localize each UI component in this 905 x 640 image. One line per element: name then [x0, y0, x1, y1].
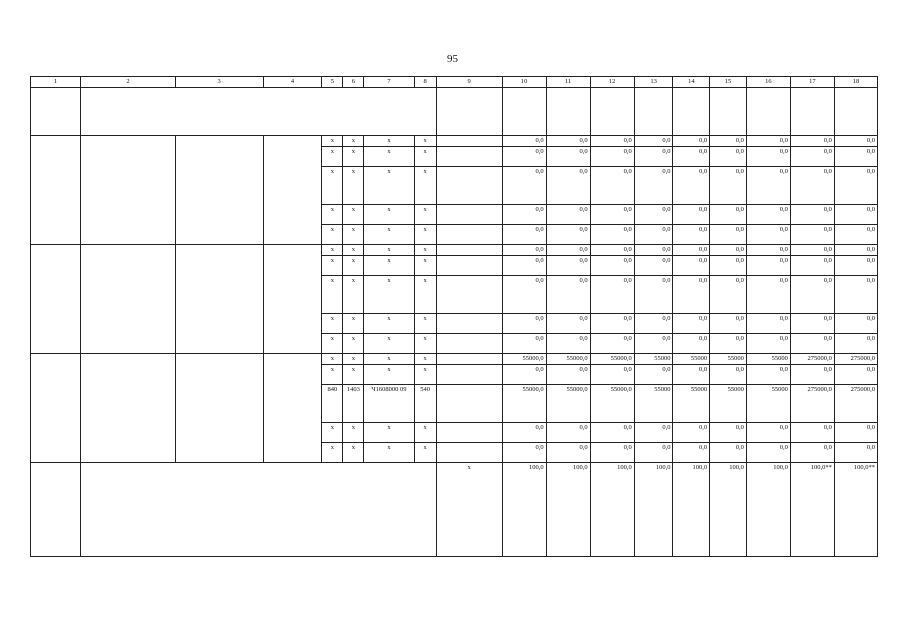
grbs-code: x	[322, 245, 343, 256]
value-cell: 0,0	[590, 205, 634, 225]
funding-source	[436, 354, 502, 365]
empty-cell	[436, 88, 502, 136]
funding-source	[436, 167, 502, 205]
value-cell: 0,0	[710, 245, 747, 256]
table-row	[31, 136, 878, 147]
value-cell: 0,0	[546, 334, 590, 354]
measure-title	[81, 136, 175, 245]
expense-code: x	[414, 334, 436, 354]
value-cell: 0,0	[834, 136, 877, 147]
measure-executor	[263, 245, 322, 354]
funding-source	[436, 276, 502, 314]
value-cell: 0,0	[590, 365, 634, 385]
section-code: 1403	[343, 385, 364, 423]
value-cell: 0,0	[590, 443, 634, 463]
column-number: 2	[81, 77, 175, 88]
value-cell: 0,0	[590, 136, 634, 147]
section-code: x	[343, 314, 364, 334]
column-number: 14	[673, 77, 710, 88]
value-cell: 0,0	[634, 443, 673, 463]
value-cell: 0,0	[834, 256, 877, 276]
target-code: x	[364, 443, 414, 463]
empty-cell	[746, 88, 790, 136]
value-cell: 0,0	[634, 205, 673, 225]
value-cell: 0,0	[502, 225, 546, 245]
value-cell: 0,0	[790, 205, 834, 225]
value-cell: 0,0	[590, 167, 634, 205]
value-cell: 0,0	[673, 334, 710, 354]
value-cell: 0,0	[634, 147, 673, 167]
value-cell: 0,0	[673, 276, 710, 314]
value-cell: 0,0	[546, 443, 590, 463]
value-cell: 0,0	[746, 276, 790, 314]
section-code: x	[343, 423, 364, 443]
value-cell: 0,0	[673, 147, 710, 167]
value-cell: 0,0	[834, 314, 877, 334]
value-cell: 0,0	[634, 167, 673, 205]
indicator-description	[81, 88, 436, 136]
measure-label	[31, 245, 81, 354]
indicator-value: 100,0**	[790, 463, 834, 557]
funding-source	[436, 256, 502, 276]
indicator-row	[31, 88, 878, 136]
value-cell: 0,0	[546, 314, 590, 334]
indicator-description	[81, 463, 436, 557]
value-cell: 0,0	[502, 205, 546, 225]
section-code: x	[343, 245, 364, 256]
section-code: x	[343, 443, 364, 463]
value-cell: 0,0	[834, 365, 877, 385]
column-number: 3	[175, 77, 263, 88]
target-code: x	[364, 334, 414, 354]
value-cell: 0,0	[710, 167, 747, 205]
funding-source	[436, 443, 502, 463]
section-code: x	[343, 365, 364, 385]
measure-participant	[175, 354, 263, 463]
value-cell: 0,0	[502, 334, 546, 354]
value-cell: 0,0	[546, 365, 590, 385]
value-cell: 0,0	[790, 276, 834, 314]
value-cell: 0,0	[746, 365, 790, 385]
grbs-code: x	[322, 276, 343, 314]
value-cell: 0,0	[673, 365, 710, 385]
value-cell: 0,0	[710, 225, 747, 245]
value-cell: 0,0	[746, 314, 790, 334]
value-cell: 0,0	[590, 276, 634, 314]
grbs-code: x	[322, 354, 343, 365]
target-code: x	[364, 225, 414, 245]
value-cell: 0,0	[710, 256, 747, 276]
indicator-value: 100,0	[634, 463, 673, 557]
value-cell: 0,0	[634, 225, 673, 245]
indicator-value: 100,0**	[834, 463, 877, 557]
target-code: Ч1608000 09	[364, 385, 414, 423]
funding-source	[436, 225, 502, 245]
value-cell: 55000,0	[502, 354, 546, 365]
value-cell: 0,0	[590, 423, 634, 443]
value-cell: 275000,0	[834, 354, 877, 365]
expense-code: x	[414, 276, 436, 314]
measure-participant	[175, 245, 263, 354]
column-number: 9	[436, 77, 502, 88]
expense-code: x	[414, 245, 436, 256]
value-cell: 0,0	[634, 136, 673, 147]
value-cell: 55000,0	[546, 385, 590, 423]
indicator-row	[31, 463, 878, 557]
target-code: x	[364, 423, 414, 443]
value-cell: 0,0	[673, 225, 710, 245]
section-code: x	[343, 225, 364, 245]
value-cell: 55000	[634, 385, 673, 423]
value-cell: 0,0	[710, 314, 747, 334]
value-cell: 0,0	[502, 136, 546, 147]
value-cell: 0,0	[546, 136, 590, 147]
value-cell: 0,0	[546, 225, 590, 245]
value-cell: 0,0	[502, 147, 546, 167]
indicator-value: 100,0	[590, 463, 634, 557]
value-cell: 0,0	[710, 423, 747, 443]
target-code: x	[364, 147, 414, 167]
value-cell: 0,0	[834, 334, 877, 354]
indicator-label	[31, 463, 81, 557]
section-code: x	[343, 167, 364, 205]
value-cell: 0,0	[790, 136, 834, 147]
value-cell: 0,0	[790, 225, 834, 245]
target-code: x	[364, 205, 414, 225]
column-number: 11	[546, 77, 590, 88]
target-code: x	[364, 167, 414, 205]
column-number: 10	[502, 77, 546, 88]
column-number: 4	[263, 77, 322, 88]
value-cell: 0,0	[673, 205, 710, 225]
target-code: x	[364, 136, 414, 147]
grbs-code: x	[322, 136, 343, 147]
expense-code: x	[414, 314, 436, 334]
empty-cell	[634, 88, 673, 136]
value-cell: 0,0	[502, 365, 546, 385]
empty-cell	[673, 88, 710, 136]
value-cell: 0,0	[790, 256, 834, 276]
indicator-unit: x	[436, 463, 502, 557]
value-cell: 0,0	[590, 334, 634, 354]
value-cell: 0,0	[746, 256, 790, 276]
value-cell: 0,0	[746, 423, 790, 443]
value-cell: 0,0	[790, 443, 834, 463]
value-cell: 0,0	[746, 167, 790, 205]
value-cell: 0,0	[834, 205, 877, 225]
value-cell: 55000,0	[590, 354, 634, 365]
empty-cell	[710, 88, 747, 136]
value-cell: 0,0	[673, 136, 710, 147]
value-cell: 55000	[710, 354, 747, 365]
expense-code: 540	[414, 385, 436, 423]
value-cell: 0,0	[502, 167, 546, 205]
page-number: 95	[447, 53, 458, 65]
value-cell: 55000	[673, 354, 710, 365]
column-number: 17	[790, 77, 834, 88]
indicator-label	[31, 88, 81, 136]
grbs-code: x	[322, 225, 343, 245]
value-cell: 0,0	[790, 167, 834, 205]
value-cell: 0,0	[746, 136, 790, 147]
value-cell: 0,0	[790, 147, 834, 167]
value-cell: 0,0	[790, 314, 834, 334]
empty-cell	[546, 88, 590, 136]
column-number: 12	[590, 77, 634, 88]
grbs-code: x	[322, 147, 343, 167]
value-cell: 0,0	[710, 365, 747, 385]
value-cell: 55000	[746, 385, 790, 423]
column-number: 13	[634, 77, 673, 88]
grbs-code: x	[322, 314, 343, 334]
value-cell: 275000,0	[790, 354, 834, 365]
value-cell: 0,0	[834, 225, 877, 245]
measure-label	[31, 136, 81, 245]
indicator-value: 100,0	[546, 463, 590, 557]
value-cell: 0,0	[590, 147, 634, 167]
value-cell: 0,0	[746, 147, 790, 167]
value-cell: 0,0	[834, 147, 877, 167]
value-cell: 0,0	[790, 423, 834, 443]
measure-label	[31, 354, 81, 463]
funding-source	[436, 365, 502, 385]
expense-code: x	[414, 365, 436, 385]
measure-executor	[263, 354, 322, 463]
value-cell: 0,0	[673, 256, 710, 276]
indicator-value: 100,0	[746, 463, 790, 557]
value-cell: 0,0	[546, 205, 590, 225]
value-cell: 0,0	[790, 365, 834, 385]
value-cell: 0,0	[546, 147, 590, 167]
value-cell: 55000	[673, 385, 710, 423]
indicator-value: 100,0	[502, 463, 546, 557]
funding-source	[436, 385, 502, 423]
table-row	[31, 245, 878, 256]
expense-code: x	[414, 147, 436, 167]
value-cell: 0,0	[502, 256, 546, 276]
grbs-code: x	[322, 334, 343, 354]
grbs-code: x	[322, 443, 343, 463]
value-cell: 0,0	[590, 314, 634, 334]
section-code: x	[343, 276, 364, 314]
section-code: x	[343, 147, 364, 167]
value-cell: 0,0	[710, 205, 747, 225]
value-cell: 0,0	[746, 443, 790, 463]
target-code: x	[364, 276, 414, 314]
value-cell: 0,0	[590, 225, 634, 245]
value-cell: 0,0	[590, 245, 634, 256]
grbs-code: x	[322, 423, 343, 443]
target-code: x	[364, 365, 414, 385]
value-cell: 55000	[746, 354, 790, 365]
grbs-code: x	[322, 256, 343, 276]
expense-code: x	[414, 354, 436, 365]
measure-participant	[175, 136, 263, 245]
column-number: 1	[31, 77, 81, 88]
value-cell: 55000,0	[546, 354, 590, 365]
value-cell: 55000	[710, 385, 747, 423]
funding-source	[436, 334, 502, 354]
value-cell: 0,0	[634, 314, 673, 334]
value-cell: 0,0	[673, 423, 710, 443]
column-number: 16	[746, 77, 790, 88]
value-cell: 0,0	[710, 334, 747, 354]
column-number: 5	[322, 77, 343, 88]
value-cell: 0,0	[634, 365, 673, 385]
target-code: x	[364, 245, 414, 256]
value-cell: 0,0	[710, 136, 747, 147]
measure-executor	[263, 136, 322, 245]
value-cell: 0,0	[710, 147, 747, 167]
value-cell: 0,0	[502, 423, 546, 443]
grbs-code: x	[322, 365, 343, 385]
value-cell: 0,0	[590, 256, 634, 276]
value-cell: 0,0	[546, 276, 590, 314]
value-cell: 0,0	[634, 276, 673, 314]
value-cell: 0,0	[746, 205, 790, 225]
expense-code: x	[414, 423, 436, 443]
value-cell: 0,0	[634, 245, 673, 256]
value-cell: 0,0	[834, 443, 877, 463]
column-number: 8	[414, 77, 436, 88]
value-cell: 0,0	[502, 314, 546, 334]
target-code: x	[364, 256, 414, 276]
value-cell: 0,0	[546, 256, 590, 276]
value-cell: 0,0	[634, 334, 673, 354]
column-number: 15	[710, 77, 747, 88]
empty-cell	[590, 88, 634, 136]
value-cell: 55000,0	[590, 385, 634, 423]
funding-source	[436, 136, 502, 147]
value-cell: 0,0	[746, 225, 790, 245]
empty-cell	[790, 88, 834, 136]
column-number: 18	[834, 77, 877, 88]
grbs-code: 840	[322, 385, 343, 423]
value-cell: 0,0	[546, 423, 590, 443]
indicator-value: 100,0	[673, 463, 710, 557]
target-code: x	[364, 354, 414, 365]
expense-code: x	[414, 443, 436, 463]
grbs-code: x	[322, 167, 343, 205]
value-cell: 0,0	[673, 167, 710, 205]
value-cell: 0,0	[790, 334, 834, 354]
value-cell: 0,0	[546, 167, 590, 205]
value-cell: 0,0	[834, 276, 877, 314]
expense-code: x	[414, 167, 436, 205]
section-code: x	[343, 334, 364, 354]
value-cell: 0,0	[746, 245, 790, 256]
value-cell: 0,0	[634, 423, 673, 443]
table-row	[31, 354, 878, 365]
expense-code: x	[414, 205, 436, 225]
value-cell: 0,0	[502, 245, 546, 256]
grbs-code: x	[322, 205, 343, 225]
value-cell: 0,0	[710, 276, 747, 314]
value-cell: 0,0	[634, 256, 673, 276]
column-number: 7	[364, 77, 414, 88]
value-cell: 0,0	[502, 443, 546, 463]
expense-code: x	[414, 136, 436, 147]
empty-cell	[502, 88, 546, 136]
empty-cell	[834, 88, 877, 136]
value-cell: 0,0	[746, 334, 790, 354]
value-cell: 0,0	[710, 443, 747, 463]
value-cell: 275000,0	[790, 385, 834, 423]
target-code: x	[364, 314, 414, 334]
program-table	[30, 76, 878, 557]
value-cell: 0,0	[790, 245, 834, 256]
expense-code: x	[414, 225, 436, 245]
indicator-value: 100,0	[710, 463, 747, 557]
value-cell: 0,0	[834, 245, 877, 256]
expense-code: x	[414, 256, 436, 276]
value-cell: 55000,0	[502, 385, 546, 423]
value-cell: 0,0	[673, 443, 710, 463]
funding-source	[436, 245, 502, 256]
value-cell: 0,0	[546, 245, 590, 256]
value-cell: 0,0	[834, 423, 877, 443]
section-code: x	[343, 256, 364, 276]
value-cell: 0,0	[502, 276, 546, 314]
value-cell: 55000	[634, 354, 673, 365]
section-code: x	[343, 205, 364, 225]
value-cell: 0,0	[834, 167, 877, 205]
value-cell: 0,0	[673, 245, 710, 256]
funding-source	[436, 147, 502, 167]
funding-source	[436, 205, 502, 225]
measure-title	[81, 354, 175, 463]
section-code: x	[343, 354, 364, 365]
section-code: x	[343, 136, 364, 147]
value-cell: 275000,0	[834, 385, 877, 423]
funding-source	[436, 314, 502, 334]
measure-title	[81, 245, 175, 354]
column-number-row	[31, 77, 878, 88]
column-number: 6	[343, 77, 364, 88]
value-cell: 0,0	[673, 314, 710, 334]
funding-source	[436, 423, 502, 443]
